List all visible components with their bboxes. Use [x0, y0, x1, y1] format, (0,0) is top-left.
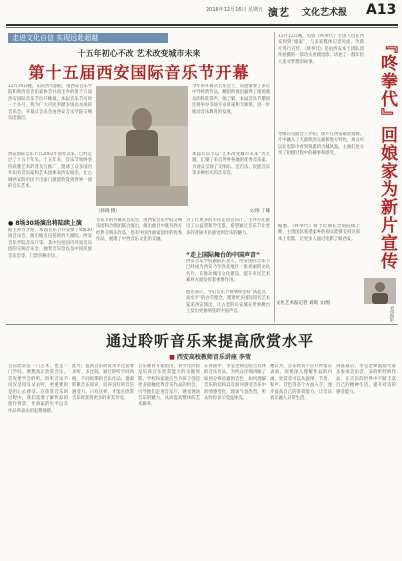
- subhead-performances: ● 8场30场演出将陆续上演: [8, 220, 82, 227]
- article-column-1: 12月10日晚，在陕西大剧院，由西安音乐学院和陕西省音乐家协会共同主办的第十五届西安国际音乐节拉开帷幕。本届音乐节历时一个多月，将为广大市民奉献多场高水准的音乐会。开幕式音乐会由西安音乐学院交响乐团演出。: [8, 84, 92, 122]
- bottom-column-3: 音乐教育专家指出，青少年阶段是培养音乐欣赏能力的关键时期。学校和家庭应当为孩子创造更多接触优秀音乐作品的机会，引导他们走进音乐厅，感受现场音乐的魅力，从而提高整体的艺术修养。: [138, 364, 200, 408]
- article-kicker: 十五年初心不改 艺术改变城市未来: [77, 48, 201, 58]
- bottom-deck: [60, 352, 360, 361]
- sidebar-portrait: [364, 278, 396, 304]
- article-column-6: 音乐节的开幕式音乐会，由西安音乐学院交响乐团和合唱团联合演出，演出曲目中既有西方经典交响乐作品，也有中国作曲家创作的优秀作品，展现了中西音乐文化的交融。: [96, 218, 182, 243]
- sidebar-credit: 文化艺术报记者 刘琪 文/图: [276, 301, 330, 306]
- deck-text: 西安高校教师音乐讲座 李莹: [176, 354, 251, 361]
- sidebar-column-3: 据悉，《咚拳代》将于近期在全国院线上映，主创团队希望家乡的观众能够支持这部本土电影，让更多人通过电影了解西安。: [278, 224, 360, 242]
- page-number: A13: [366, 2, 397, 18]
- subhead-international: “走上国际舞台的中国声音”: [186, 252, 260, 259]
- article-column-2: 西安国际音乐节自2002年创办以来，已经走过了十五个年头。十五年来，音乐节始终坚持高雅艺术的普及与推广，邀请了众多国内外知名音乐家和艺术团体来西安演出，让古城西安的市民不出家门就能欣赏到世界一流的音乐艺术。: [8, 152, 92, 190]
- bottom-column-1: 音乐欣赏是一门艺术，也是一门学问。要想真正欣赏音乐，首先要学会聆听。聆听音乐不仅仅是用耳朵去听，更重要的是用心去感受。在欣赏音乐的过程中，我们需要了解作品的创作背景、作曲家的生平以及作品所表达的思想情感。: [8, 364, 68, 414]
- masthead-rule-thin: [6, 27, 398, 28]
- masthead: [0, 0, 402, 26]
- article-column-7: 为了让更多的市民走进音乐厅，主办方还推出了公益票和学生票，希望通过音乐节让更多的普通市民感受到音乐的魅力。: [186, 218, 270, 236]
- portrait-image: [364, 278, 396, 304]
- section-ribbon-text: 走进文化自信 实现远赴超越: [12, 34, 99, 42]
- sidebar-column-2: 导演在见面会上介绍，影片在西安取景拍摄，片中融入了大量陕西元素和地方特色，观众可以在电影中看到熟悉的古城风貌。主演们也分享了拍摄过程中的趣事和感受。: [278, 132, 364, 157]
- sidebar-vertical-title: 『咚拳代』回娘家为新片宣传: [377, 36, 397, 270]
- article-column-4: 本届音乐节以“艺术改变城市未来”为主题，汇聚了来自世界各地的优秀音乐家，为观众呈现了交响乐、室内乐、民族音乐等多种形式的音乐会。: [192, 152, 270, 177]
- article-column-5: 据主办方介绍，本届音乐节共安排了8场30场音乐会，演出地点包括陕西大剧院、西安音乐学院音乐厅等。其中包括国内外知名乐团的交响音乐会、独奏音乐会以及中国民族音乐会等，门票价格亲民。: [8, 228, 92, 259]
- sidebar-column-1: 12月12日晚，电影《咚拳代》主创人员在西安回到“娘家”，与多家媒体记者见面，为新片进行宣传。《咚拳代》是由西安本土团队创作拍摄的一部功夫喜剧电影，讲述了一群年轻人追寻梦想的故事。: [278, 34, 364, 65]
- section-ribbon: [8, 33, 168, 43]
- column-divider: [274, 32, 275, 322]
- section-divider: [6, 324, 398, 325]
- article-column-9: 他还表示，今后音乐节将继续坚持“高起点、高水平”的办节理念，邀请更多国际知名艺术家来西安演出，让古老的长安城在世界舞台上发出更加响亮的中国声音。: [186, 290, 270, 315]
- portrait-caption: 刘琪摄影: [390, 306, 395, 322]
- photo-image: [96, 86, 188, 206]
- deck-bullet: ■: [169, 354, 175, 361]
- bottom-column-6: 讲座最后，李莹老师鼓励大家多参加音乐会、多聆听经典作品，在音乐的世界中不断丰富自己的精神生活，提升对美的感受能力。: [336, 364, 396, 395]
- article-column-8: 西安音乐学院副院长表示，西安国际音乐节已经成为西安乃至西北地区一张亮丽的文化名片，在推动城市文化建设、提升市民艺术素养方面发挥着重要作用。: [186, 259, 270, 284]
- photo-credit: 文/图 丁娜: [249, 209, 270, 214]
- photo-caption-text: （韩晓 摄）: [96, 209, 120, 214]
- masthead-rule: [6, 24, 398, 26]
- photo-caption: [96, 208, 270, 214]
- article-headline: 第十五届西安国际音乐节开幕: [28, 63, 250, 82]
- section-name: 演艺: [268, 8, 290, 19]
- article-photo: [96, 86, 188, 206]
- bottom-column-2: 此外，提高音乐欣赏水平还需要多听、多比较。通过聆听不同风格、不同时期的音乐作品，逐渐积累音乐知识，培养良好的音乐感受力。只有这样，才能在欣赏音乐时获得更多的审美享受。: [72, 364, 134, 402]
- bottom-headline: 通过聆听音乐来提高欣赏水平: [105, 332, 314, 350]
- paper-name: 文化艺术报: [302, 8, 348, 18]
- bottom-column-4: 在讲座中，李莹老师还结合具体的音乐作品，为听众详细讲解了如何分辨乐器的音色、如何理解音乐的结构以及如何感受音乐中的情感变化，现场气氛热烈，听众纷纷表示受益匪浅。: [204, 364, 266, 402]
- article-column-3: 今年的开幕式音乐会上，乐团演奏了多首中外经典作品，精彩的演出赢得了现场观众的阵阵掌声。据了解，本届音乐节期间还将举办多场专业讲座和大师班，进一步推动音乐教育的发展。: [192, 84, 270, 115]
- issue-date: 2016年12月16日 星期五: [206, 7, 264, 13]
- bottom-column-5: 她认为，音乐欣赏不应只停留在表面，而要深入理解作品的内涵。欣赏者可以从旋律、节奏、和声、音色等多个方面入手，逐步提高自己的鉴赏能力，让音乐真正融入日常生活。: [270, 364, 332, 402]
